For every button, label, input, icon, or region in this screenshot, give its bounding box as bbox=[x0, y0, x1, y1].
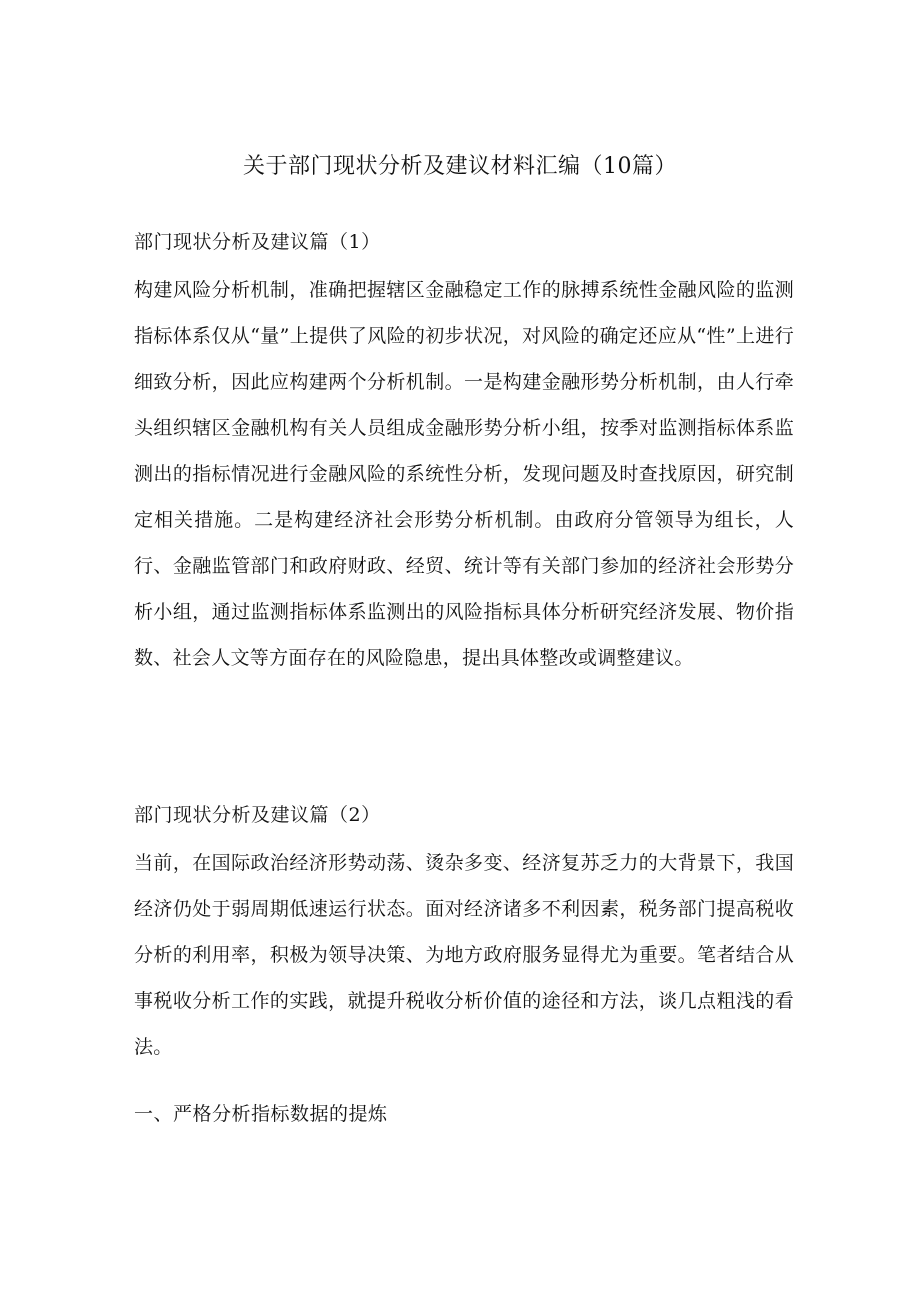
document-title: 关于部门现状分析及建议材料汇编（10篇） bbox=[243, 154, 677, 179]
section-1 bbox=[134, 228, 794, 681]
section-subheading: 一、严格分析指标数据的提炼 bbox=[134, 1103, 388, 1125]
section-heading: 部门现状分析及建议篇（2） bbox=[134, 804, 381, 826]
section-paragraph: 构建风险分析机制，准确把握辖区金融稳定工作的脉搏系统性金融风险的监测指标体系仅从“量”上提供了风险的初步状况，对风险的确定还应从“性”上进行细致分析，因此应构建两个分析机制。一是构建金融形势分析机制，由人行牵头组织辖区金融机构有关人员组成金融形势分析小组，按季对监测指标体系监测出的指标情况进行金融风险的系统性分析，发现问题及时查找原因，研究制定相关措施。二是构建经济社会形势分析机制。由政府分管领导为组长，人行、金融监管部门和政府财政、经贸、统计等有关部门参加的经济社会形势分析小组，通过监测指标体系监测出的风险指标具体分析研究经济发展、物价指数、社会人文等方面存在的风险隐患，提出具体整改或调整建议。 bbox=[134, 279, 794, 669]
section-2 bbox=[134, 801, 794, 1070]
section-paragraph: 当前，在国际政治经济形势动荡、烫杂多变、经济复苏乏力的大背景下，我国经济仍处于弱周期低速运行状态。面对经济诸多不利因素，税务部门提高税收分析的利用率，积极为领导决策、为地方政府服务显得尤为重要。笔者结合从事税收分析工作的实践，就提升税收分析价值的途径和方法，谈几点粗浅的看法。 bbox=[134, 852, 794, 1058]
section-heading: 部门现状分析及建议篇（1） bbox=[134, 231, 381, 253]
